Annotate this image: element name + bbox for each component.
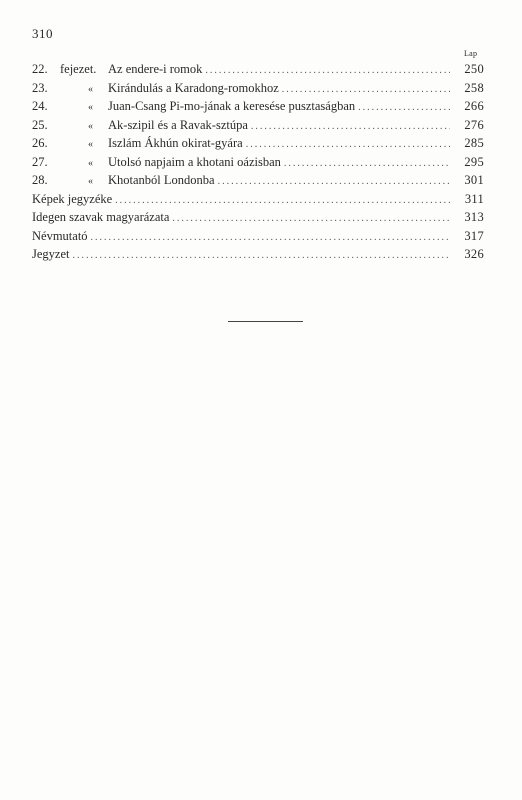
toc-row-nevmutato <box>32 229 484 248</box>
appendix-title: Jegyzet <box>32 247 70 261</box>
dot-leader <box>172 213 450 224</box>
chapter-page: 250 <box>464 62 484 76</box>
chapter-number: 23. <box>32 80 48 95</box>
chapter-title: Khotanból Londonba <box>108 173 215 187</box>
ditto-mark: « <box>88 157 93 169</box>
chapter-title: Ak-szipil és a Ravak-sztúpa <box>108 117 248 132</box>
toc-row-25 <box>32 118 484 137</box>
chapter-number: 22. <box>32 62 48 76</box>
chapter-number: 27. <box>32 154 48 169</box>
dot-leader <box>91 232 450 243</box>
dot-leader <box>358 102 450 113</box>
appendix-title: Névmutató <box>32 228 88 243</box>
chapter-page: 295 <box>464 154 484 169</box>
ditto-mark: « <box>88 176 93 187</box>
appendix-page: 313 <box>464 210 484 224</box>
toc-row-23 <box>32 81 484 100</box>
column-label-lap: Lap <box>464 49 478 58</box>
toc-row-22 <box>32 62 484 81</box>
dot-leader <box>72 250 450 261</box>
toc-row-idegen-szavak <box>32 210 484 229</box>
ditto-mark: « <box>88 139 93 150</box>
dot-leader <box>251 121 450 132</box>
appendix-title: Képek jegyzéke <box>32 191 113 206</box>
dot-leader <box>284 158 450 169</box>
chapter-number: 28. <box>32 173 48 187</box>
chapter-number: 25. <box>32 117 48 132</box>
chapter-title: Iszlám Ákhún okirat-gyára <box>108 136 243 150</box>
ditto-mark: « <box>88 102 93 113</box>
chapter-page: 276 <box>464 117 484 132</box>
toc-row-27 <box>32 155 484 174</box>
dot-leader <box>282 84 450 95</box>
ditto-mark: « <box>88 83 93 95</box>
appendix-title: Idegen szavak magyarázata <box>32 210 170 224</box>
appendix-page: 326 <box>464 247 484 261</box>
chapter-number: 24. <box>32 99 48 113</box>
toc-row-jegyzet <box>32 247 484 266</box>
chapter-page: 285 <box>464 136 484 150</box>
dot-leader <box>115 195 450 206</box>
dot-leader <box>218 176 450 187</box>
appendix-page: 317 <box>464 228 484 243</box>
chapter-title: Utolsó napjaim a khotani oázisban <box>108 154 281 169</box>
appendix-page: 311 <box>464 191 484 206</box>
chapter-title: Juan-Csang Pi-mo-jának a keresése pusztaságban <box>108 99 356 113</box>
dot-leader <box>205 65 450 76</box>
chapter-page: 266 <box>464 99 484 113</box>
page-number: 310 <box>32 26 53 41</box>
toc-row-kepek-jegyzeke <box>32 192 484 211</box>
ditto-mark: « <box>88 120 93 132</box>
chapter-page: 258 <box>464 80 484 95</box>
table-of-contents <box>32 62 484 266</box>
toc-row-26 <box>32 136 484 155</box>
chapter-title: Kirándulás a Karadong-romokhoz <box>108 80 279 95</box>
toc-row-28 <box>32 173 484 192</box>
toc-row-24 <box>32 99 484 118</box>
chapter-title: Az endere-i romok <box>108 62 203 76</box>
dot-leader <box>246 139 450 150</box>
chapter-page: 301 <box>464 173 484 187</box>
chapter-prefix: fejezet. <box>60 62 97 76</box>
chapter-number: 26. <box>32 136 48 150</box>
closing-rule <box>228 321 303 322</box>
